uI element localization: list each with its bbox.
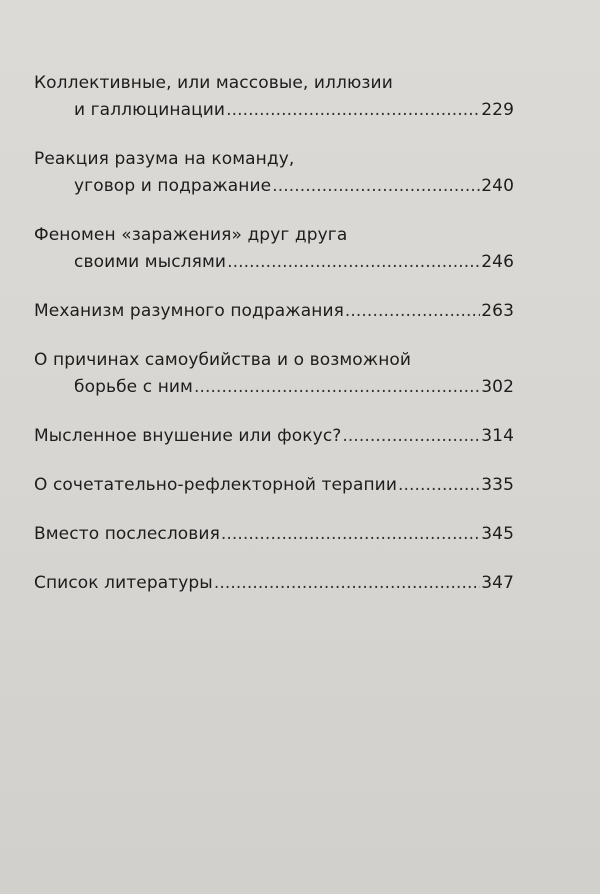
- toc-entry-title: борьбе с ним: [74, 377, 193, 397]
- toc-entry: [34, 347, 514, 401]
- toc-page-number: 302: [481, 377, 514, 397]
- toc-entry: [34, 222, 514, 276]
- toc-page-number: 347: [481, 573, 514, 593]
- toc-entry-title: Феномен «заражения» друг друга: [34, 225, 348, 245]
- toc-page-number: 229: [481, 100, 514, 120]
- table-of-contents: [34, 70, 514, 619]
- toc-entry-title: О сочетательно-рефлекторной терапии: [34, 475, 397, 495]
- toc-entry: [34, 472, 514, 499]
- toc-entry: [34, 298, 514, 325]
- dot-leader: [398, 472, 480, 499]
- toc-page-number: 314: [481, 426, 514, 446]
- dot-leader: [226, 97, 480, 124]
- toc-entry: [34, 423, 514, 450]
- toc-page-number: 240: [481, 176, 514, 196]
- dot-leader: [194, 374, 480, 401]
- toc-entry-title: и галлюцинации: [74, 100, 226, 120]
- toc-entry-title: Мысленное внушение или фокус?: [34, 426, 342, 446]
- toc-entry-title: Список литературы: [34, 573, 213, 593]
- toc-entry-title: своими мыслями: [74, 252, 227, 272]
- dot-leader: [345, 298, 480, 325]
- dot-leader: [214, 570, 480, 597]
- toc-page-number: 246: [481, 252, 514, 272]
- toc-entry: [34, 521, 514, 548]
- toc-entry: [34, 570, 514, 597]
- dot-leader: [272, 173, 480, 200]
- dot-leader: [221, 521, 480, 548]
- toc-entry-title: Коллективные, или массовые, иллюзии: [34, 73, 393, 93]
- toc-entry-title: Механизм разумного подражания: [34, 301, 344, 321]
- toc-entry-title: Реакция разума на команду,: [34, 149, 295, 169]
- toc-page-number: 335: [481, 475, 514, 495]
- dot-leader: [227, 249, 480, 276]
- toc-page-number: 263: [481, 301, 514, 321]
- toc-page-number: 345: [481, 524, 514, 544]
- toc-entry-title: О причинах самоубийства и о возможной: [34, 350, 412, 370]
- toc-entry: [34, 146, 514, 200]
- toc-entry: [34, 70, 514, 124]
- dot-leader: [342, 423, 480, 450]
- toc-entry-title: Вместо послесловия: [34, 524, 220, 544]
- toc-entry-title: уговор и подражание: [74, 176, 272, 196]
